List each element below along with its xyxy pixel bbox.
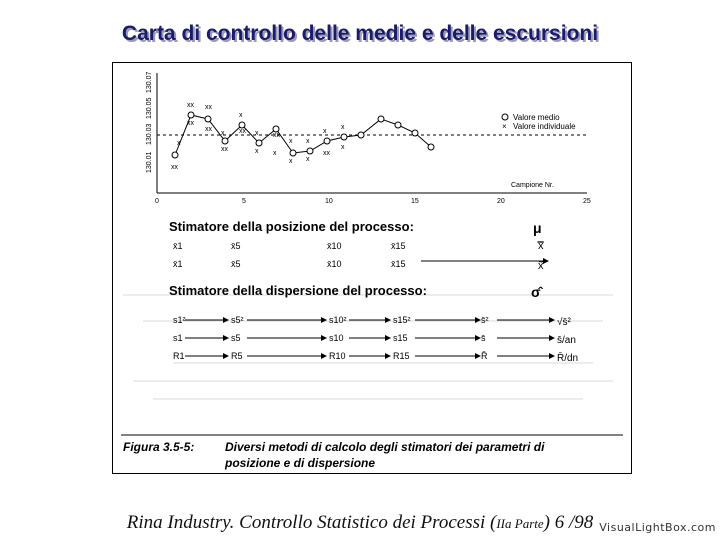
svg-text:x̄5: x̄5: [231, 241, 241, 251]
position-heading: Stimatore della posizione del processo:: [169, 219, 414, 234]
svg-text:x̄10: x̄10: [327, 259, 342, 269]
svg-text:R1: R1: [173, 351, 185, 361]
svg-text:x̿: x̿: [538, 240, 544, 252]
svg-text:xx: xx: [187, 102, 194, 109]
svg-text:R5: R5: [231, 351, 243, 361]
svg-text:s15²: s15²: [393, 315, 411, 325]
svg-text:xx: xx: [273, 132, 280, 139]
svg-text:xx: xx: [205, 126, 212, 133]
caption-text-line2: posizione e di dispersione: [225, 456, 376, 470]
svg-text:R10: R10: [329, 351, 346, 361]
individual-markers: [171, 102, 345, 171]
svg-text:s15: s15: [393, 333, 408, 343]
svg-text:s5: s5: [231, 333, 241, 343]
svg-text:x: x: [239, 112, 243, 119]
dispersion-heading: Stimatore della dispersione del processo:: [169, 283, 427, 298]
x-tick-label: 5: [242, 198, 246, 205]
svg-text:x̃̄: x̃̄: [538, 260, 544, 272]
y-tick-label: 130.05: [146, 97, 153, 119]
svg-text:s5²: s5²: [231, 315, 244, 325]
svg-text:x̄15: x̄15: [391, 241, 406, 251]
dispersion-row-3: [173, 351, 578, 364]
legend-individual-marker: ×: [502, 122, 507, 131]
caption-text-line1: Diversi metodi di calcolo degli stimatori dei parametri di: [225, 440, 545, 454]
legend-individual-label: Valore individuale: [513, 122, 576, 131]
svg-text:x̄1: x̄1: [173, 259, 183, 269]
svg-text:s10: s10: [329, 333, 344, 343]
svg-text:R̄: R̄: [481, 351, 488, 361]
control-chart: [146, 71, 591, 205]
x-tick-label: 15: [411, 198, 419, 205]
position-symbol: μ: [533, 220, 542, 236]
x-tick-label: 0: [155, 198, 159, 205]
svg-text:xx: xx: [239, 128, 246, 135]
footer-main: Rina Industry. Controllo Statistico dei Processi (: [126, 512, 497, 533]
x-tick-label: 25: [583, 198, 591, 205]
svg-text:xx: xx: [187, 120, 194, 127]
svg-text:x: x: [323, 128, 327, 135]
svg-text:x̄1: x̄1: [173, 241, 183, 251]
svg-text:x: x: [289, 158, 293, 165]
svg-text:R̄/dn: R̄/dn: [557, 353, 579, 364]
scan-noise: [123, 295, 613, 399]
svg-text:xx: xx: [221, 146, 228, 153]
svg-text:x: x: [221, 130, 225, 137]
x-tick-label: 10: [325, 198, 333, 205]
svg-text:xx: xx: [205, 104, 212, 111]
svg-text:R15: R15: [393, 351, 410, 361]
figure-canvas: [113, 63, 631, 473]
position-arrow-head: [543, 258, 549, 264]
svg-text:x̄10: x̄10: [327, 241, 342, 251]
y-tick-label: 130.03: [146, 123, 153, 145]
svg-text:√s̄²: √s̄²: [557, 317, 571, 328]
svg-text:x̄5: x̄5: [231, 259, 241, 269]
svg-text:s10²: s10²: [329, 315, 347, 325]
svg-text:xx: xx: [323, 150, 330, 157]
svg-text:s̄/an: s̄/an: [557, 335, 576, 346]
svg-text:x: x: [306, 138, 310, 145]
svg-text:s̄²: s̄²: [481, 315, 489, 325]
footer-page: ) 6 /98: [543, 512, 594, 533]
svg-text:x: x: [341, 144, 345, 151]
svg-text:x: x: [255, 130, 259, 137]
x-axis-label: Campione Nr.: [511, 182, 554, 189]
svg-text:x̄15: x̄15: [391, 259, 406, 269]
watermark[interactable]: VisualLightBox.com: [599, 521, 716, 534]
slide-title: Carta di controllo delle medie e delle escursioni: [121, 22, 599, 45]
caption-label: Figura 3.5-5:: [123, 440, 195, 454]
svg-text:x: x: [255, 148, 259, 155]
y-tick-label: 130.07: [146, 71, 153, 93]
scanned-figure: [112, 62, 632, 474]
svg-text:x: x: [177, 140, 181, 147]
legend-mean-marker: [502, 114, 508, 120]
position-row-1: [173, 240, 545, 252]
svg-text:x: x: [306, 156, 310, 163]
svg-text:s1: s1: [173, 333, 183, 343]
y-tick-label: 130.01: [146, 151, 153, 173]
svg-text:x: x: [341, 124, 345, 131]
dispersion-row-2: [173, 333, 576, 346]
legend-mean-label: Valore medio: [513, 113, 560, 122]
svg-text:xx: xx: [171, 164, 178, 171]
svg-text:x: x: [273, 150, 277, 157]
svg-text:s̄: s̄: [481, 333, 486, 343]
svg-text:s1²: s1²: [173, 315, 186, 325]
dispersion-symbol: σ̂: [531, 284, 541, 300]
footer-part: IIa Parte: [496, 516, 544, 531]
x-tick-label: 20: [497, 198, 505, 205]
svg-text:x: x: [289, 138, 293, 145]
